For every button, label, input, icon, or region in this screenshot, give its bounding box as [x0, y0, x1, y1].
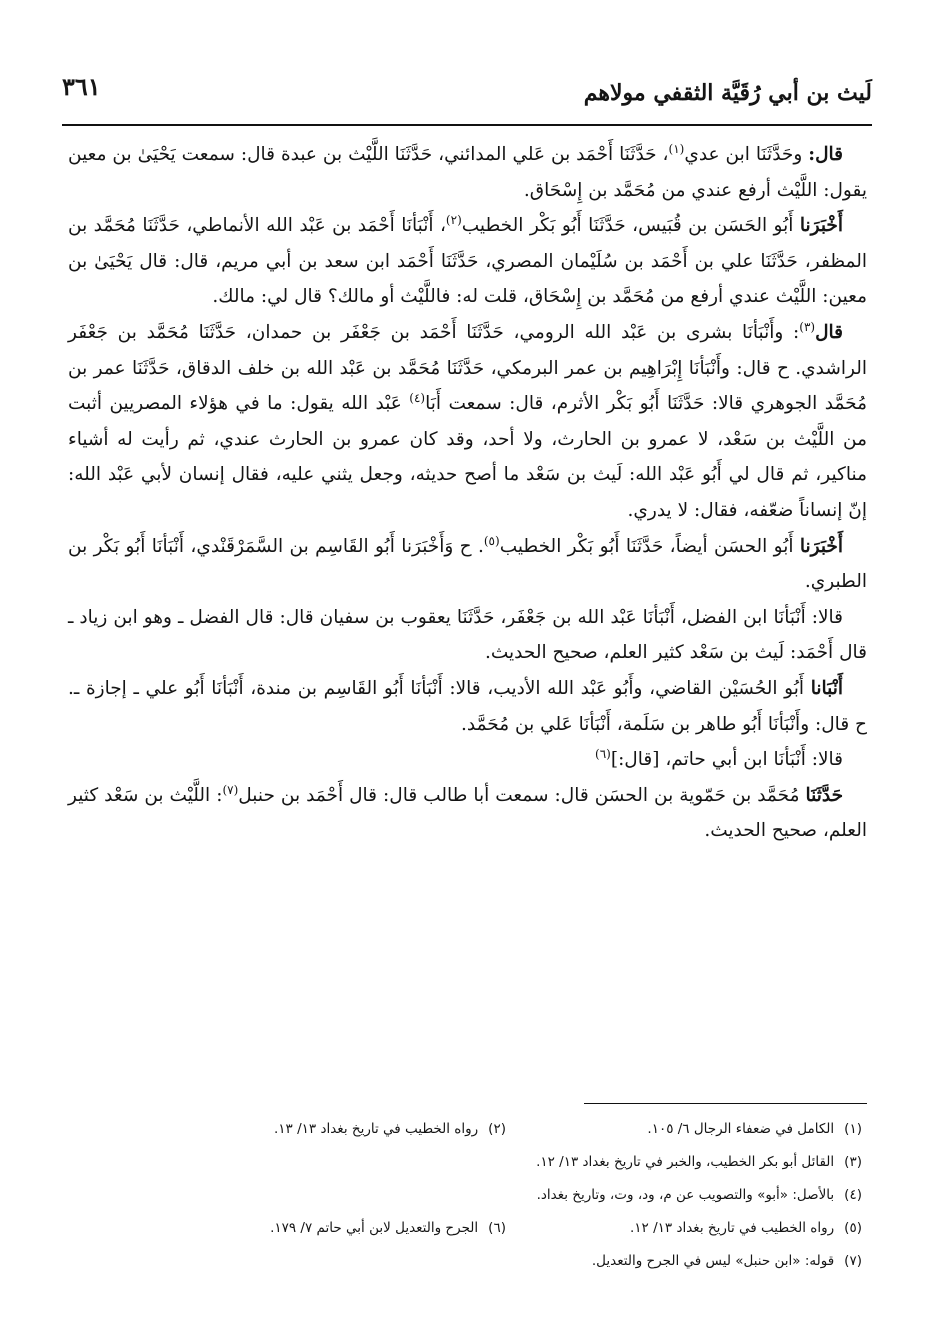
paragraph-lead: قال [815, 321, 843, 343]
footnote-text: بالأصل: «أبو» والتصويب عن م، ود، وت، وتاريخ بغداد. [536, 1187, 835, 1203]
paragraph-text: مُحَمَّد بن حَمّوية بن الحسَن قال: سمعت أبا طالب قال: قال أَحْمَد بن حنبل [238, 784, 806, 806]
paragraph [68, 671, 867, 742]
paragraph-text: أَبُو الحَسَن بن قُبَيس، حَدَّثَنَا أَبُو بَكْر الخطيب [461, 215, 800, 237]
paragraph-text: قالا: أَنْبَأنَا ابن أبي حاتم، [قال:] [610, 749, 843, 771]
paragraph [68, 529, 867, 600]
paragraph-text: أَبُو الحسَن أيضاً، حَدَّثَنَا أَبُو بَكْر الخطيب [499, 535, 800, 557]
paragraph-text: وحَدَّثَنَا ابن عدي [684, 144, 809, 165]
footnote [506, 1113, 862, 1146]
footnote-row [100, 1212, 862, 1245]
footnotes [100, 1113, 862, 1278]
footnote-ref: (١) [668, 141, 685, 156]
paragraph-text: : اللَّيْث بن سَعْد كثير العلم، صحيح الحديث. [68, 784, 867, 842]
footnote [592, 1245, 862, 1278]
paragraph-lead: أَنْبَانا [810, 677, 843, 699]
footnote-number: (١) [844, 1121, 862, 1137]
footnote-text: رواه الخطيب في تاريخ بغداد ١٣/ ١٣. [274, 1121, 479, 1137]
paragraph-text: عَبْد الله يقول: ما في هؤلاء المصريين أثبت من اللَّيْث بن سَعْد، لا عمرو بن الحارث، ولا أحد، وقد كان عمرو بن الحارث عندي، ثم رأيت له أشياء مناكير، ثم قال لي أَبُو عَبْد الله: لَيث بن سَعْد ما أصح حديثه، وجعل يثني عليه، فقال إنسان لأبي عَبْد الله: إنّ إنساناً ضعّفه، فقال: لا يدري. [68, 393, 867, 521]
footnote-ref: (٧) [222, 782, 239, 797]
paragraph-text: ، أَنْبَأنَا أَحْمَد بن عَبْد الله الأنماطي، حَدَّثَنَا مُحَمَّد بن المظفر، حَدَّثَنَا علي بن أَحْمَد بن سُلَيْمان المصري، حَدَّثَنَا أَحْمَد ابن سعد بن أبي مريم، قال: قال يَحْيَىٰ بن معين: اللَّيْث عندي أرفع من مُحَمَّد بن إِسْحَاق، قلت له: فاللَّيْث أو مالك؟ قال لي: مالك. [68, 215, 867, 308]
footnote [506, 1212, 862, 1245]
footnote-text: رواه الخطيب في تاريخ بغداد ١٣/ ١٢. [630, 1220, 835, 1236]
paragraph-text: ، حَدَّثَنَا أَحْمَد بن عَلي المدائني، حَدَّثَنَا اللَّيْث بن عبدة قال: سمعت يَحْيَىٰ بن معين يقول: اللَّيْث أرفع عندي من مُحَمَّد بن إِسْحَاق. [68, 144, 867, 201]
footnote-ref: (٢) [445, 213, 462, 228]
page-number: ٣٦١ [62, 72, 101, 101]
footnote-ref: (٣) [799, 319, 816, 334]
footnote-text: قوله: «ابن حنبل» ليس في الجرح والتعديل. [591, 1253, 835, 1269]
footnote-text: القائل أبو بكر الخطيب، والخبر في تاريخ بغداد ١٣/ ١٢. [536, 1154, 835, 1170]
footnote-number: (٣) [844, 1154, 862, 1170]
main-text [68, 137, 867, 849]
paragraph [68, 137, 867, 208]
footnote-number: (٢) [488, 1121, 506, 1137]
paragraph-text: : وأَنْبَأنَا بشرى بن عَبْد الله الرومي، حَدَّثَنَا أَحْمَد بن جَعْفَر بن حمدان، حَدَّثَنَا مُحَمَّد بن جَعْفَر الراشدي. ح قال: وأَنْبَأنَا إِبْرَاهِيم بن عمر البرمكي، حَدَّثَنَا مُحَمَّد بن عَبْد الله بن خلف الدقاق، حَدَّثَنَا عمر بن مُحَمَّد الجوهري قالا: حَدَّثَنَا أَبُو بَكْر الأثرم، قال: سمعت أَبَا [68, 321, 867, 415]
paragraph-text: قالا: أَنْبَأنَا ابن الفضل، أَنْبَأنَا عَبْد الله بن جَعْفَر، حَدَّثَنَا يعقوب بن سفيان قال: قال الفضل ـ وهو ابن زياد ـ قال أَحْمَد: لَيث بن سَعْد كثير العلم، صحيح الحديث. [68, 606, 867, 664]
footnote-rule [584, 1103, 867, 1104]
paragraph [68, 600, 867, 671]
footnote [537, 1179, 862, 1212]
footnote-number: (٦) [488, 1220, 506, 1236]
footnote [536, 1146, 862, 1179]
footnote-number: (٥) [844, 1220, 862, 1236]
footnote [270, 1212, 506, 1245]
footnote-number: (٧) [844, 1253, 862, 1269]
footnote [274, 1113, 506, 1146]
page-header [62, 60, 872, 120]
paragraph-lead: قال: [808, 144, 843, 165]
paragraph-lead: حَدَّثَنَا [805, 784, 843, 806]
paragraph [68, 315, 867, 529]
footnote-number: (٤) [844, 1187, 862, 1203]
footnote-text: الجرح والتعديل لابن أبي حاتم ٧/ ١٧٩. [270, 1220, 479, 1236]
footnote-ref: (٥) [483, 533, 500, 548]
running-title: لَيث بن أبي رُقَيَّة الثقفي مولاهم [583, 80, 872, 106]
footnote-ref: (٤) [409, 391, 426, 405]
paragraph [68, 208, 867, 315]
footnote-row [100, 1245, 862, 1278]
footnote-text: الكامل في ضعفاء الرجال ٦/ ١٠٥. [647, 1121, 835, 1137]
paragraph [68, 742, 867, 778]
footnote-row [100, 1179, 862, 1212]
footnote-row [100, 1113, 862, 1146]
header-rule [62, 124, 872, 126]
footnote-ref: (٦) [595, 746, 611, 761]
paragraph-lead: أَخْبَرَنا [799, 215, 843, 237]
paragraph [68, 778, 867, 849]
paragraph-text: . ح وَأَخْبَرَنا أَبُو القَاسِم بن السَّمَرْقَنْدي، أَنْبَأنَا أَبُو بَكْر بن الطبري. [68, 535, 867, 593]
paragraph-text: أَبُو الحُسَيْن القاضي، وأَبُو عَبْد الله الأديب، قالا: أَنْبَأنَا أَبُو القَاسِم بن مندة، أَنْبَأنَا أَبُو علي ـ إجازة ـ. ح قال: وأَنْبَأنَا أَبُو طاهر بن سَلَمة، أَنْبَأنَا عَلي بن مُحَمَّد. [68, 677, 867, 735]
footnote-row [100, 1146, 862, 1179]
paragraph-lead: أَخْبَرَنا [799, 535, 844, 557]
